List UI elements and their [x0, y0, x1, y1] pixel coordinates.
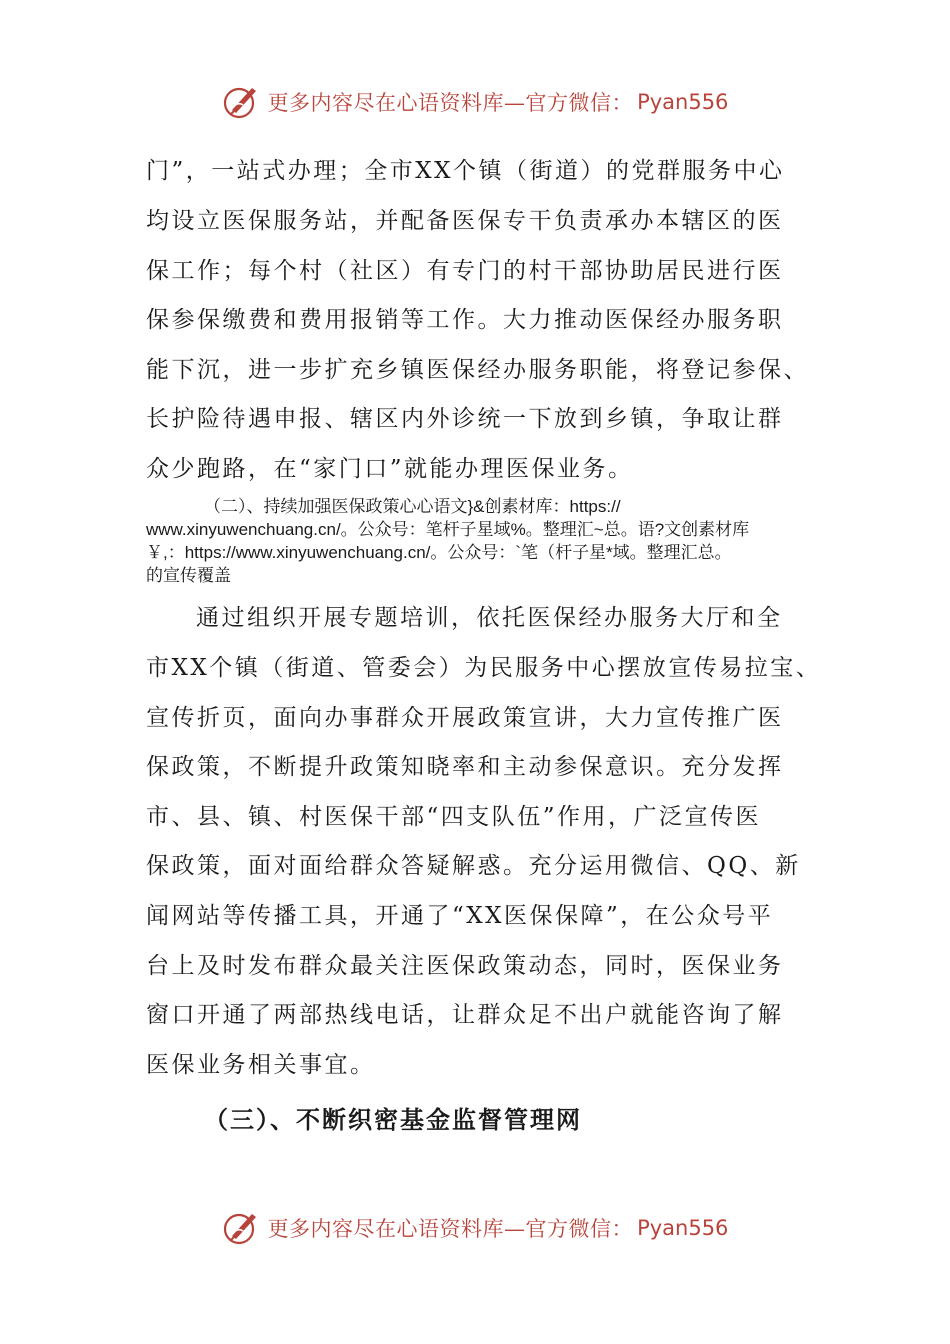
paragraph2-line: 市、县、镇、村医保干部“四支队伍”作用，广泛宣传医 — [146, 804, 762, 830]
subheading2-line: （二）、持续加强医保政策心心语文}&创素材库：https:// — [204, 497, 621, 516]
paragraph1-line: 众少跑路，在“家门口”就能办理医保业务。 — [146, 456, 634, 482]
paragraph1-line: 保参保缴费和费用报销等工作。大力推动医保经办服务职 — [146, 307, 784, 333]
paragraph2-line: 台上及时发布群众最关注医保政策动态，同时，医保业务 — [146, 953, 784, 979]
paragraph2-line: 宣传折页，面向办事群众开展政策宣讲，大力宣传推广医 — [146, 705, 784, 731]
paragraph2-line: 窗口开通了两部热线电话，让群众足不出户就能咨询了解 — [146, 1002, 784, 1028]
paragraph2-line: 闻网站等传播工具，开通了“XX医保保障”，在公众号平 — [146, 903, 774, 929]
paragraph1-line: 均设立医保服务站，并配备医保专干负责承办本辖区的医 — [146, 208, 784, 234]
page-header-banner — [0, 82, 950, 122]
paragraph1-line: 能下沉，进一步扩充乡镇医保经办服务职能，将登记参保、 — [146, 357, 809, 383]
footer-banner-text: 更多内容尽在心语资料库—官方微信： — [267, 1217, 634, 1241]
paragraph1-line: 长护险待遇申报、辖区内外诊统一下放到乡镇，争取让群 — [146, 406, 784, 432]
header-banner-text: 更多内容尽在心语资料库—官方微信： — [267, 91, 634, 115]
paragraph2-line: 医保业务相关事宜。 — [146, 1052, 376, 1078]
paragraph2-line: 市XX个镇（街道、管委会）为民服务中心摆放宣传易拉宝、 — [146, 655, 822, 681]
footer-banner-handle: Pyan556 — [637, 1216, 729, 1240]
paragraph2-line: 保政策，不断提升政策知晓率和主动参保意识。充分发挥 — [146, 754, 784, 780]
paragraph1-line: 保工作；每个村（社区）有专门的村干部协助居民进行医 — [146, 258, 784, 284]
page-footer-banner — [0, 1208, 950, 1248]
paragraph2-line: 保政策，面对面给群众答疑解惑。充分运用微信、QQ、新 — [146, 853, 801, 879]
subheading2-line: ￥,：https://www.xinyuwenchuang.cn/。公众号：`笔（杆子星*域。整理汇总。 — [146, 543, 732, 562]
quill-logo-icon — [222, 82, 262, 122]
quill-logo-icon — [222, 1208, 262, 1248]
subheading2-line: www.xinyuwenchuang.cn/。公众号：笔杆子星域%。整理汇~总。语?文创素材库 — [146, 520, 750, 539]
subheading2-line: 的宣传覆盖 — [146, 566, 231, 585]
paragraph2-line: 通过组织开展专题培训，依托医保经办服务大厅和全 — [196, 605, 783, 631]
paragraph1-line: 门”，一站式办理；全市XX个镇（街道）的党群服务中心 — [146, 158, 785, 184]
header-banner-handle: Pyan556 — [637, 90, 729, 114]
section-heading-3: （三）、不断织密基金监督管理网 — [204, 1105, 582, 1134]
